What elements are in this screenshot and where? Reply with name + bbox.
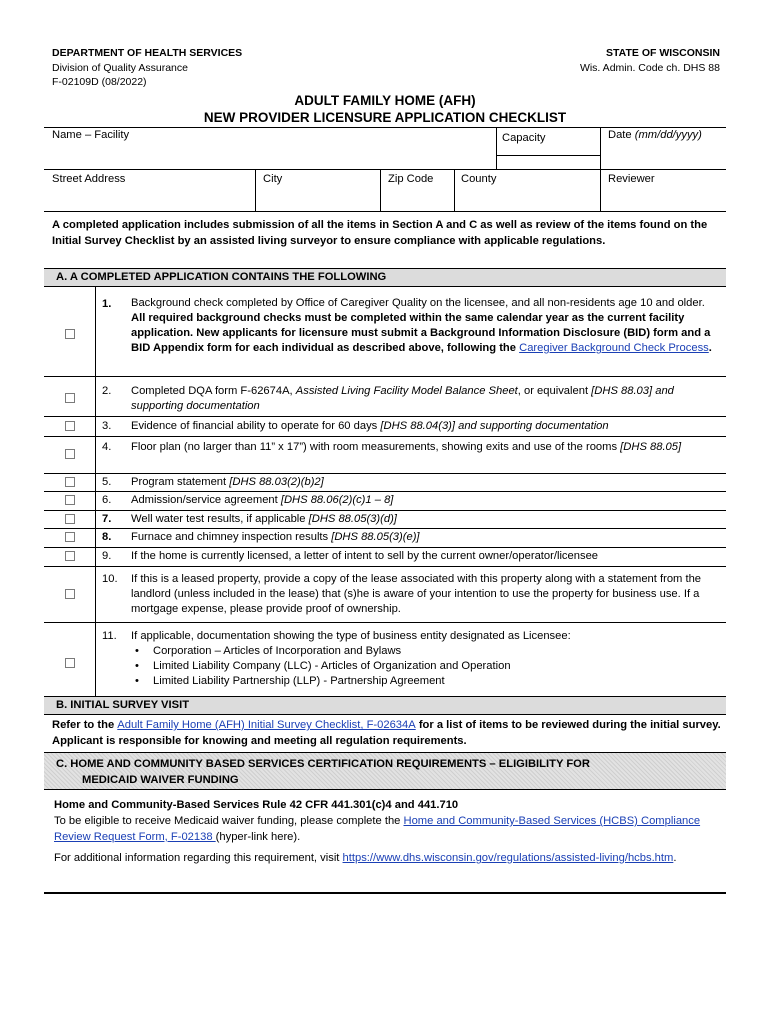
capacity-input[interactable] (498, 141, 596, 154)
item-10-checkbox[interactable] (65, 589, 75, 599)
list-item: • Corporation – Articles of Incorporation and Bylaws (131, 644, 721, 659)
item-number: 8. (102, 531, 112, 543)
item-9-checkbox[interactable] (65, 551, 75, 561)
field-grid-bottom-rule (44, 211, 726, 212)
county-label: County (461, 173, 497, 185)
item-5-text: Program statement [DHS 88.03(2)(b)2] (131, 476, 324, 488)
item-5-checkbox[interactable] (65, 477, 75, 487)
item-4-text: Floor plan (no larger than 11” x 17”) with room measurements, showing exits and use of the rooms [DHS 88.05] (131, 441, 682, 453)
row-rule (44, 376, 726, 377)
additional-info-text: For additional information regarding this requirement, visit https://www.dhs.wisconsin.gov/regulations/assisted-living/hcbs.htm. (54, 852, 677, 864)
item-8-checkbox[interactable] (65, 532, 75, 542)
item-number: 4. (102, 441, 112, 453)
item-6-text: Admission/service agreement [DHS 88.06(2)(c)1 – 8] (131, 494, 394, 506)
item-4-checkbox[interactable] (65, 449, 75, 459)
item-7-text: Well water test results, if applicable [DHS 88.05(3)(d)] (131, 513, 397, 525)
department-name: DEPARTMENT OF HEALTH SERVICES (52, 47, 243, 59)
street-address-label: Street Address (52, 173, 126, 185)
item-11-text: If applicable, documentation showing the type of business entity designated as Licensee: • Corporation – Articles of Incorporation and Bylaws • Limited Liability Company (LLC) - Articles of Organization and Operation • Limited Liability Partnership (LLP) - Partnership Agreement (131, 629, 721, 689)
grid-divider (454, 169, 455, 211)
dhs-hcbs-url-link[interactable]: https://www.dhs.wisconsin.gov/regulations/assisted-living/hcbs.htm (342, 852, 674, 864)
list-item: • Limited Liability Partnership (LLP) - Partnership Agreement (131, 674, 721, 689)
section-a-heading: A. A COMPLETED APPLICATION CONTAINS THE FOLLOWING (44, 268, 726, 287)
division-name: Division of Quality Assurance (52, 61, 188, 74)
city-input[interactable] (259, 188, 377, 209)
grid-divider (255, 169, 256, 211)
agency-header (52, 46, 242, 90)
item-number: 5. (102, 476, 112, 488)
field-grid-mid-rule (44, 169, 726, 170)
item-3-checkbox[interactable] (65, 421, 75, 431)
item-11-checkbox[interactable] (65, 658, 75, 668)
item-number: 1. (102, 298, 112, 310)
section-c-heading: C. HOME AND COMMUNITY BASED SERVICES CERTIFICATION REQUIREMENTS – ELIGIBILITY FOR MEDICAID WAIVER FUNDING (44, 752, 726, 790)
item-9-text: If the home is currently licensed, a letter of intent to sell by the current owner/operator/licensee (131, 550, 599, 562)
item-8-text: Furnace and chimney inspection results [DHS 88.05(3)(e)] (131, 531, 420, 543)
city-label: City (263, 173, 283, 185)
capacity-label: Capacity (502, 132, 546, 144)
date-input[interactable] (604, 142, 722, 167)
street-address-input[interactable] (48, 188, 252, 209)
state-name: STATE OF WISCONSIN (606, 47, 720, 59)
item-2-checkbox[interactable] (65, 393, 75, 403)
row-rule (44, 491, 726, 492)
list-item: • Limited Liability Company (LLC) - Articles of Organization and Operation (131, 659, 721, 674)
item-number: 6. (102, 494, 112, 506)
row-rule (44, 510, 726, 511)
section-b-text: Refer to the Adult Family Home (AFH) Initial Survey Checklist, F-02634A for a list of items to be reviewed during the initial survey. Applicant is responsible for knowing and meeting all regulation requirements. (52, 719, 721, 747)
grid-divider (380, 169, 381, 211)
row-rule (44, 436, 726, 437)
row-rule (44, 473, 726, 474)
row-rule (44, 547, 726, 548)
item-10-text: If this is a leased property, provide a copy of the lease associated with this property along with a statement from the landlord (unless included in the lease) that (s)he is aware of your intention to use the property for business use. If a mortgage expense, please provide proof of ownership. (131, 573, 702, 615)
page-title: ADULT FAMILY HOME (AFH) NEW PROVIDER LICENSURE APPLICATION CHECKLIST (203, 93, 567, 125)
item-number: 10. (102, 573, 118, 585)
grid-divider (600, 127, 601, 169)
caregiver-background-check-link[interactable]: Caregiver Background Check Process (519, 342, 709, 354)
admin-code: Wis. Admin. Code ch. DHS 88 (579, 61, 720, 74)
name-facility-input[interactable] (48, 142, 492, 167)
initial-survey-checklist-link[interactable]: Adult Family Home (AFH) Initial Survey Checklist, F-02634A (117, 719, 416, 731)
item-1-text: Background check completed by Office of Caregiver Quality on the licensee, and all non-residents age 10 and older. All required background checks must be completed within the same calendar year as the current facility application. New applicants for licensure must submit a Background Information Disclosure (BID) form and a BID Appendix form for each individual as described above, following the Caregiver Background Check Process. (131, 297, 712, 354)
form-number: F-02109D (08/2022) (52, 76, 147, 88)
zip-code-label: Zip Code (388, 173, 434, 185)
item-number: 3. (102, 420, 112, 432)
zip-code-input[interactable] (384, 188, 451, 209)
item-1-checkbox[interactable] (65, 329, 75, 339)
item-number: 2. (102, 385, 112, 397)
item-number: 7. (102, 513, 112, 525)
grid-divider (600, 169, 601, 211)
item-3-text: Evidence of financial ability to operate for 60 days [DHS 88.04(3)] and supporting documentation (131, 420, 609, 432)
reviewer-label: Reviewer (608, 173, 655, 185)
state-header (580, 46, 720, 75)
item-2-text: Completed DQA form F-62674A, Assisted Living Facility Model Balance Sheet, or equivalent [DHS 88.03] and supporting documentation (131, 385, 674, 412)
row-rule (44, 528, 726, 529)
item-number: 9. (102, 550, 112, 562)
name-facility-label: Name – Facility (52, 129, 130, 141)
medicaid-eligibility-text: To be eligible to receive Medicaid waiver funding, please complete the Home and Community-Based Services (HCBS) Compliance Review Request Form, F-02138 (hyper-link here). (54, 815, 701, 843)
item-number: 11. (102, 630, 117, 642)
date-label: Date (mm/dd/yyyy) (608, 129, 702, 141)
row-rule (44, 566, 726, 567)
county-input[interactable] (458, 188, 597, 209)
section-b-heading: B. INITIAL SURVEY VISIT (44, 696, 726, 715)
capacity-underline (496, 155, 600, 156)
item-6-checkbox[interactable] (65, 495, 75, 505)
item-7-checkbox[interactable] (65, 514, 75, 524)
hcbs-compliance-form-link[interactable]: Home and Community-Based Services (HCBS) Compliance Review Request Form, F-02138 (54, 815, 701, 843)
row-rule (44, 622, 726, 623)
business-entity-list (131, 644, 721, 689)
grid-divider (496, 127, 497, 169)
page-bottom-rule (44, 892, 726, 894)
reviewer-input[interactable] (604, 188, 722, 209)
intro-paragraph: A completed application includes submission of all the items in Section A and C as well as review of the items found on the Initial Survey Checklist by an assisted living surveyor to ensure compliance with applicable regulations. (52, 219, 708, 247)
hcbs-rule-citation: Home and Community-Based Services Rule 42 CFR 441.301(c)4 and 441.710 (54, 799, 459, 811)
row-rule (44, 416, 726, 417)
